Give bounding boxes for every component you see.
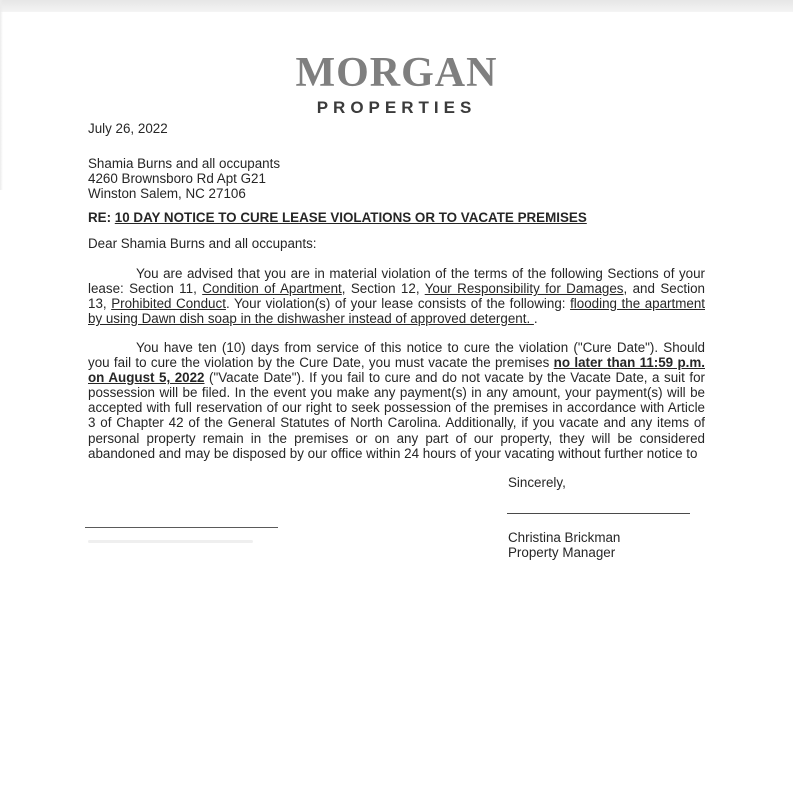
recipient-name: Shamia Burns and all occupants [88, 156, 281, 171]
scan-smudge [88, 540, 253, 543]
brand-subtitle: PROPERTIES [316, 98, 477, 117]
para1-underlined-section-12: Your Responsibility for Damages [424, 281, 624, 297]
para1-text: . [533, 311, 538, 327]
signer-title: Property Manager [508, 545, 616, 561]
scan-edge-top [0, 0, 793, 12]
para1-underlined-violation-description: flooding the apartment by using Dawn dish soap in the dishwasher instead of approved detergent. [88, 296, 706, 327]
paragraph-violation-notice [88, 266, 705, 326]
para1-text: , and Section 13, [88, 281, 705, 312]
brand-wordmark: MORGAN [295, 50, 498, 96]
recipient-address-block [88, 156, 280, 201]
recipient-street: 4260 Brownsboro Rd Apt G21 [88, 171, 266, 187]
para2-text: You have ten (10) days from service of this notice to cure the violation ("Cure Date"). Should you fail to cure the violation by the Cure Date, you must vacate the premises [88, 340, 705, 371]
subject-title: 10 DAY NOTICE TO CURE LEASE VIOLATIONS OR TO VACATE PREMISES [114, 210, 587, 225]
tenant-signature-line [85, 511, 278, 528]
subject-prefix: RE: [88, 210, 115, 225]
valediction: Sincerely, [508, 475, 566, 490]
para2-text: ("Vacate Date"). If you fail to cure and do not vacate by the Vacate Date, a suit for possession will be filed. In the event you make any payment(s) in any amount, your payment(s) will be accepted with full reservation of our right to seek possession of the premises in accordance with Article 3 of Chapter 42 of the General Statutes of North Carolina. Additionally, if you vacate and any items of personal property remain in the premises or on any part of our property, they will be considered abandoned and may be disposed by our office within 24 hours of your vacating without further notice to [88, 370, 705, 461]
signer-name: Christina Brickman [508, 530, 621, 545]
letter-date: July 26, 2022 [88, 121, 168, 136]
subject-line [88, 210, 587, 225]
para1-text: , Section 12, [341, 281, 425, 297]
para1-underlined-section-11: Condition of Apartment [202, 281, 342, 297]
salutation: Dear Shamia Burns and all occupants: [88, 236, 317, 251]
manager-signature-line [507, 497, 690, 514]
paragraph-cure-and-vacate-terms [88, 340, 705, 461]
para1-text: . Your violation(s) of your lease consists of the following: [225, 296, 571, 312]
para1-underlined-section-13: Prohibited Conduct [111, 296, 226, 312]
letterhead [0, 52, 793, 116]
para1-text: You are advised that you are in material violation of the terms of the following Sections of your lease: Section 11, [88, 266, 705, 297]
para2-vacate-deadline: no later than 11:59 p.m. on August 5, 2022 [88, 355, 705, 386]
recipient-city-state-zip: Winston Salem, NC 27106 [88, 186, 246, 202]
signer-block [508, 530, 620, 560]
